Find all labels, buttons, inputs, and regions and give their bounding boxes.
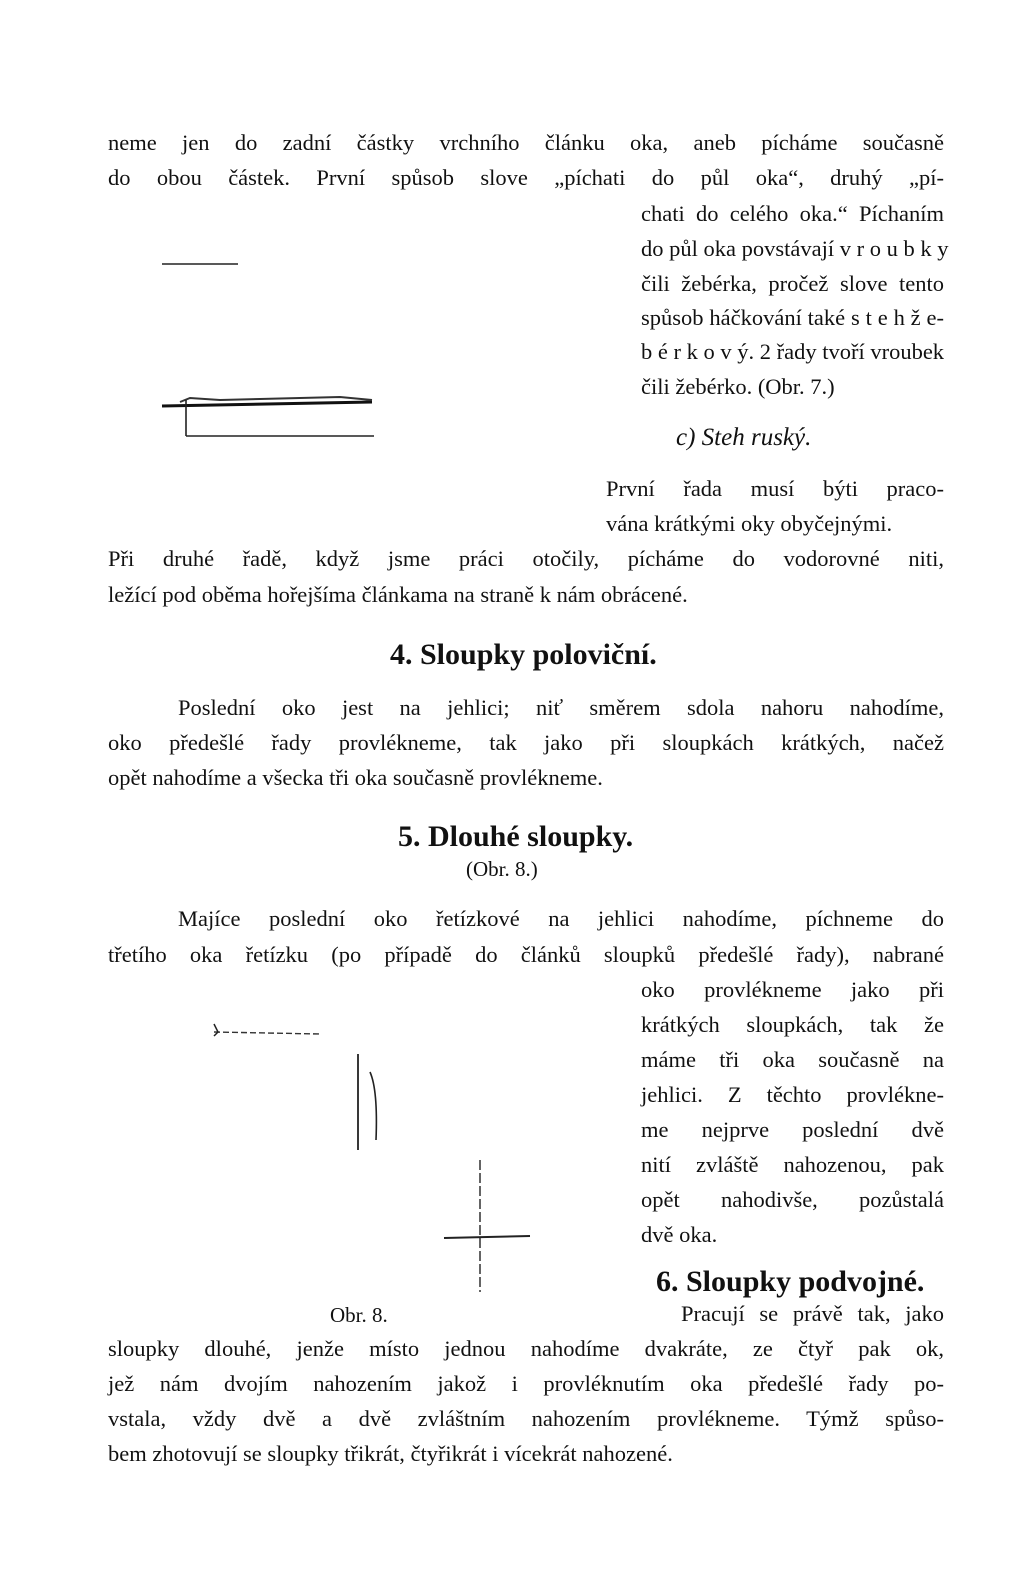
text-line: oko předešlé řady provlékneme, tak jako při sloupkách krátkých, načež xyxy=(108,730,944,755)
text-line: třetího oka řetízku (po případě do článků sloupků předešlé řady), nabrané xyxy=(108,942,944,967)
text-line: sloupky dlouhé, jenže místo jednou nahodíme dvakráte, ze čtyř pak ok, xyxy=(108,1336,944,1361)
text-line: čili žebérko. (Obr. 7.) xyxy=(641,374,835,399)
section-heading: 4. Sloupky poloviční. xyxy=(390,638,657,671)
figure-reference: (Obr. 8.) xyxy=(466,857,538,881)
section-title: c) Steh ruský. xyxy=(676,424,812,451)
text-line: neme jen do zadní částky vrchního článku oka, aneb pícháme současně xyxy=(108,130,944,155)
text-line: opět nahodivše, pozůstalá xyxy=(641,1187,944,1212)
figure-caption: Obr. 8. xyxy=(330,1303,388,1327)
text-line: krátkých sloupkách, tak že xyxy=(641,1012,944,1037)
text-line: ležící pod oběma hořejšíma článkama na straně k nám obrácené. xyxy=(108,582,688,607)
text-line: vstala, vždy dvě a dvě zvláštním nahozením provlékneme. Týmž spůso- xyxy=(108,1406,944,1431)
text-line: me nejprve poslední dvě xyxy=(641,1117,944,1142)
text-line: máme tři oka současně na xyxy=(641,1047,944,1072)
section-heading: 5. Dlouhé sloupky. xyxy=(398,820,634,853)
text-line: do obou částek. První spůsob slove „píchati do půl oka“, druhý „pí- xyxy=(108,165,944,190)
text-line: čili žebérka, pročež slove tento xyxy=(641,271,944,296)
text-line: Při druhé řadě, když jsme práci otočily, pícháme do vodorovné niti, xyxy=(108,546,944,571)
text-line: do půl oka povstávají v r o u b k y xyxy=(641,236,949,261)
text-line: jehlici. Z těchto provlékne- xyxy=(641,1082,944,1107)
text-line: Pracují se právě tak, jako xyxy=(681,1301,944,1326)
text-line: Majíce poslední oko řetízkové na jehlici nahodíme, píchneme do xyxy=(178,906,944,931)
text-line: nití zvláště nahozenou, pak xyxy=(641,1152,944,1177)
section-heading: 6. Sloupky podvojné. xyxy=(656,1265,925,1298)
text-line: spůsob háčkování také s t e h ž e- xyxy=(641,305,944,330)
figure-8-diagram xyxy=(200,1010,540,1300)
text-line: oko provlékneme jako při xyxy=(641,977,944,1002)
text-line: opět nahodíme a všecka tři oka současně provlékneme. xyxy=(108,765,603,790)
text-line: vána krátkými oky obyčejnými. xyxy=(606,511,893,536)
text-line: bem zhotovují se sloupky třikrát, čtyřikrát i vícekrát nahozené. xyxy=(108,1441,673,1466)
text-line: Poslední oko jest na jehlici; niť směrem sdola nahoru nahodíme, xyxy=(178,695,944,720)
text-line: chati do celého oka.“ Píchaním xyxy=(641,201,944,226)
figure-7-diagram xyxy=(150,250,400,450)
text-line: jež nám dvojím nahozením jakož i provléknutím oka předešlé řady po- xyxy=(108,1371,944,1396)
text-line: b é r k o v ý. 2 řady tvoří vroubek xyxy=(641,339,945,364)
text-line: První řada musí býti praco- xyxy=(606,476,944,501)
text-line: dvě oka. xyxy=(641,1222,718,1247)
